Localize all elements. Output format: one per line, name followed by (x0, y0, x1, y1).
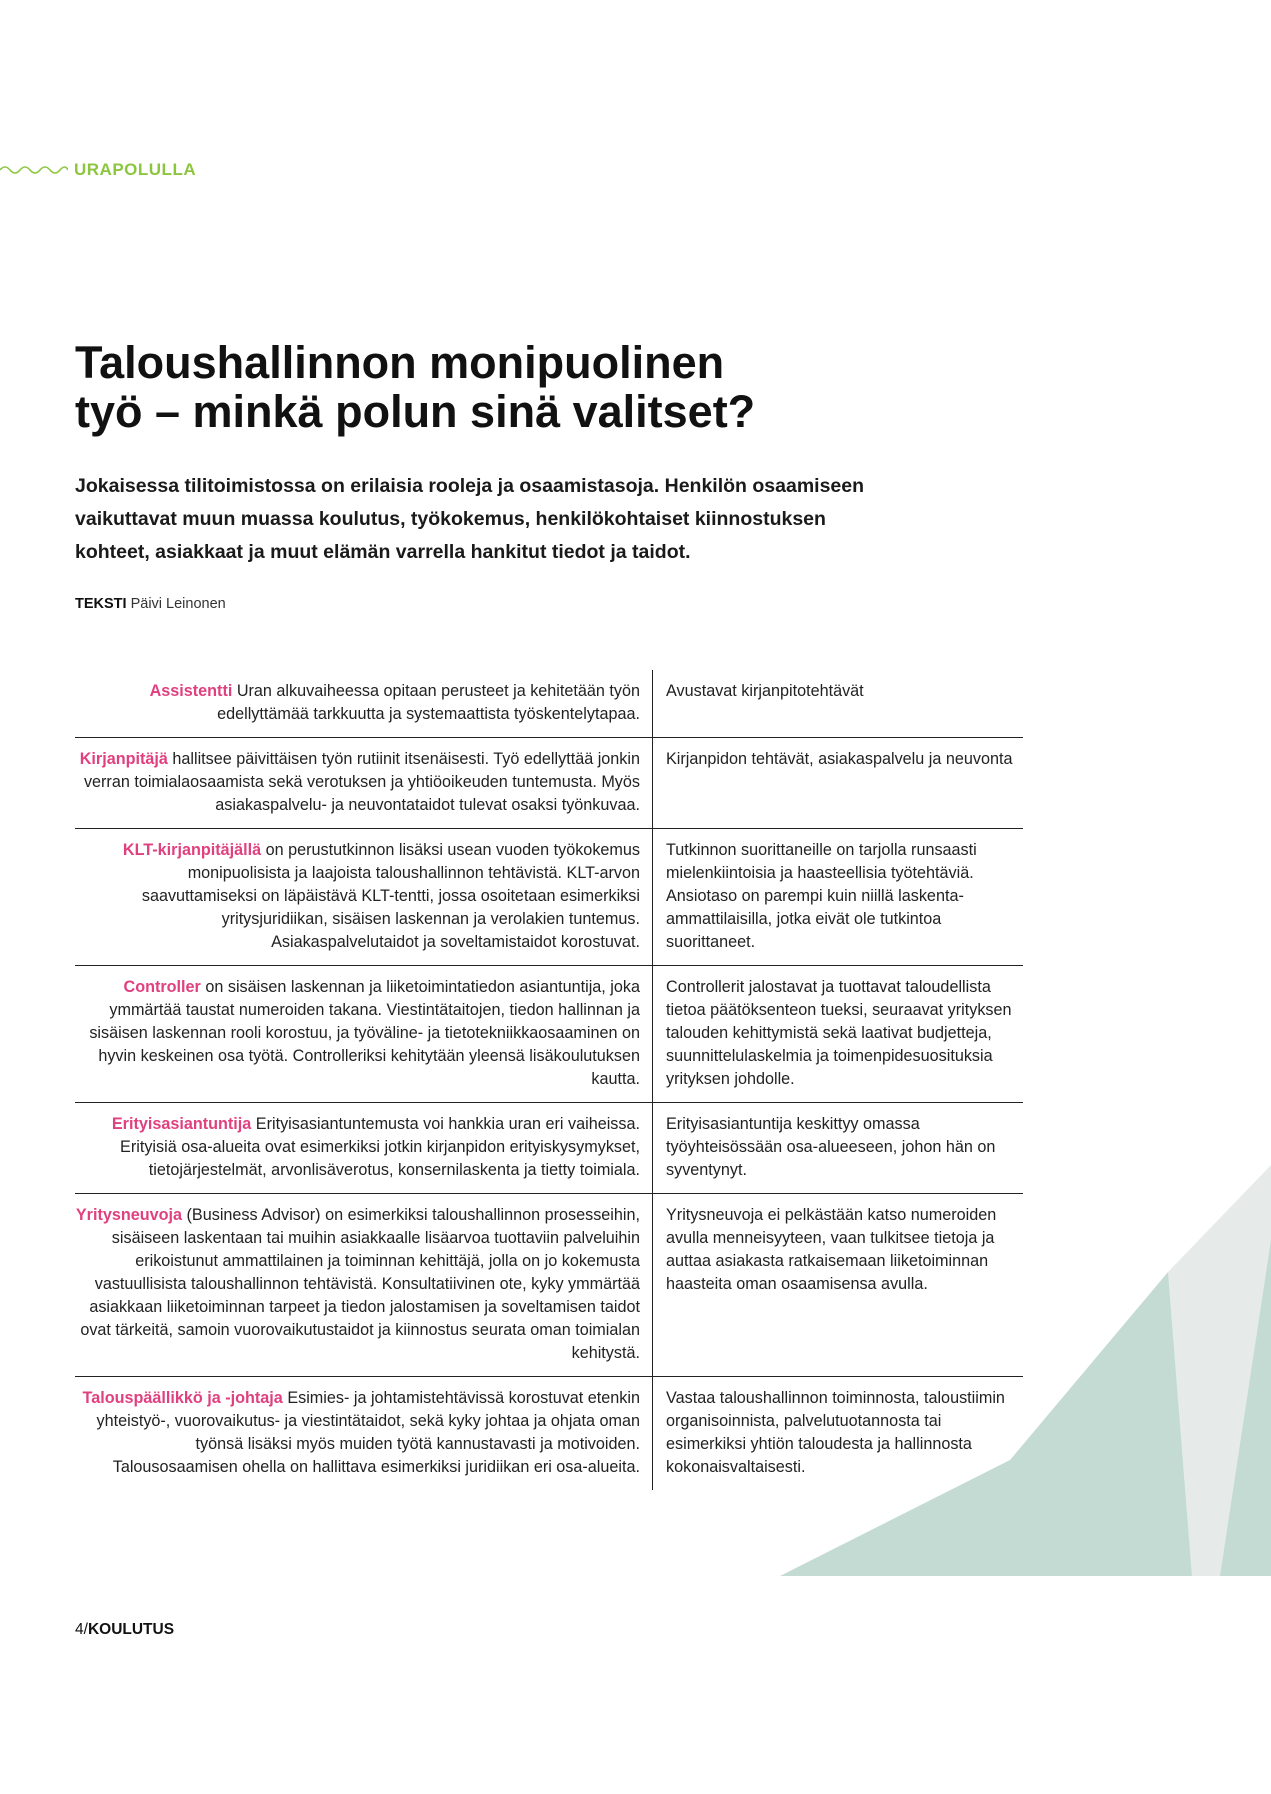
role-description: on perustutkinnon lisäksi usean vuoden työkokemus monipuolisista ja laajoista taloushallinnon tehtävistä. KLT-arvon saavuttamiseksi on läpäistävä KLT-tentti, jossa osoitetaan esimerkiksi yritysjuridiikan, sisäisen laskennan ja verolakien tuntemus. Asiakaspalvelutaidot ja soveltamistaidot korostuvat. (141, 841, 640, 951)
roles-table (75, 670, 1023, 1490)
role-row (75, 1103, 1023, 1194)
role-row (75, 829, 1023, 966)
page-footer (75, 1621, 174, 1639)
title-line-1: Taloushallinnon monipuolinen (75, 337, 725, 388)
role-title: Kirjanpitäjä (79, 750, 168, 768)
role-description-cell (75, 829, 653, 965)
role-title: Assistentti (149, 682, 233, 700)
role-row (75, 1377, 1023, 1490)
role-description: (Business Advisor) on esimerkiksi taloushallinnon prosesseihin, sisäiseen laskentaan tai muihin asiakkaalle lisäarvoa tuottaviin palveluihin erikoistunut ammattilainen ja toiminnan kehittäjä, jolla on jo kokemusta vastuullisista taloushallinnon tehtävistä. Konsultatiivinen ote, kyky ymmärtää asiakkaan liiketoiminnan tarpeet ja tiedon jalostamisen ja soveltamisen taidot ovat tärkeitä, samoin vuorovaikutustaidot ja kiinnostus seurata oman toimialan kehitystä. (80, 1206, 640, 1362)
magazine-name: KOULUTUS (87, 1621, 175, 1638)
role-tasks: Avustavat kirjanpitotehtävät (666, 682, 864, 700)
role-title: KLT-kirjanpitäjällä (122, 841, 262, 859)
role-description: hallitsee päivittäisen työn rutiinit itsenäisesti. Työ edellyttää jonkin verran toimialaosaamista sekä verotuksen ja yhtiöoikeuden tuntemusta. Myös asiakaspalvelu- ja neuvontataidot tulevat osaksi työnkuvaa. (83, 750, 640, 814)
role-description-cell (75, 738, 653, 828)
role-tasks: Vastaa taloushallinnon toiminnosta, taloustiimin organisoinnista, palvelutuotannosta tai esimerkiksi yhtiön taloudesta ja hallinnosta kokonaisvaltaisesti. (666, 1389, 1005, 1476)
role-tasks: Yritysneuvoja ei pelkästään katso numeroiden avulla menneisyyteen, vaan tulkitsee tietoja ja auttaa asiakasta ratkaisemaan liiketoiminnan haasteita oman osaamisensa avulla. (666, 1206, 997, 1293)
role-title: Talouspäällikkö ja -johtaja (82, 1389, 283, 1407)
role-description-cell (75, 1194, 653, 1376)
role-row (75, 966, 1023, 1103)
role-row (75, 670, 1023, 738)
role-tasks: Erityisasiantuntija keskittyy omassa työyhteisössään osa-alueeseen, johon hän on syventynyt. (666, 1115, 996, 1179)
byline-author: Päivi Leinonen (130, 596, 226, 612)
role-tasks: Kirjanpidon tehtävät, asiakaspalvelu ja neuvonta (666, 750, 1013, 768)
lead-paragraph: Jokaisessa tilitoimistossa on erilaisia rooleja ja osaamistasoja. Henkilön osaamiseen vaikuttavat muun muassa koulutus, työkokemus, henkilökohtaiset kiinnostuksen kohteet, asiakkaat ja muut elämän varrella hankitut tiedot ja taidot. (75, 475, 865, 563)
role-title: Erityisasiantuntija (111, 1115, 252, 1133)
section-label: URAPOLULLA (74, 160, 197, 179)
role-description: Esimies- ja johtamistehtävissä korostuvat etenkin yhteistyö-, vuorovaikutus- ja viestintätaidot, sekä kyky johtaa ja ohjata oman työnsä lisäksi myös muiden työtä kannustavasti ja motivoiden. Talousosaamisen ohella on hallittava esimerkiksi juridiikan eri osa-alueita. (96, 1389, 640, 1476)
role-row (75, 1194, 1023, 1377)
role-tasks: Controllerit jalostavat ja tuottavat taloudellista tietoa päätöksenteon tueksi, seuraavat yrityksen talouden kehittymistä sekä laativat budjetteja, suunnittelulaskelmia ja toimenpidesuosituksia yrityksen johdolle. (666, 978, 1012, 1088)
role-description: on sisäisen laskennan ja liiketoimintatiedon asiantuntija, joka ymmärtää taustat numeroiden takana. Viestintätaitojen, tiedon hallinnan ja sisäisen laskennan rooli korostuu, ja työväline- ja tietotekniikkaosaaminen on hyvin keskeinen osa työtä. Controlleriksi kehitytään yleensä lisäkoulutuksen kautta. (89, 978, 640, 1088)
role-description-cell (75, 966, 653, 1102)
title-line-2: työ – minkä polun sinä valitset? (75, 386, 756, 437)
byline-label: TEKSTI (75, 596, 127, 612)
role-title: Controller (123, 978, 201, 996)
role-description: Erityisasiantuntemusta voi hankkia uran eri vaiheissa. Erityisiä osa-alueita ovat esimerkiksi jotkin kirjanpidon erityiskysymykset, tietojärjestelmät, arvonlisäverotus, konsernilaskenta ja tietty toimiala. (120, 1115, 640, 1179)
role-description-cell (75, 670, 653, 737)
role-tasks: Tutkinnon suorittaneille on tarjolla runsaasti mielenkiintoisia ja haasteellisia työtehtäviä. Ansiotaso on parempi kuin niillä laskenta-ammattilaisilla, jotka eivät ole tutkintoa suorittaneet. (666, 841, 977, 951)
role-title: Yritysneuvoja (75, 1206, 183, 1224)
role-description-cell (75, 1377, 653, 1490)
role-row (75, 738, 1023, 829)
page-number: 4/ (75, 1621, 88, 1638)
role-description: Uran alkuvaiheessa opitaan perusteet ja kehitetään työn edellyttämää tarkkuutta ja systemaattista työskentelytapaa. (217, 682, 640, 723)
role-description-cell (75, 1103, 653, 1193)
